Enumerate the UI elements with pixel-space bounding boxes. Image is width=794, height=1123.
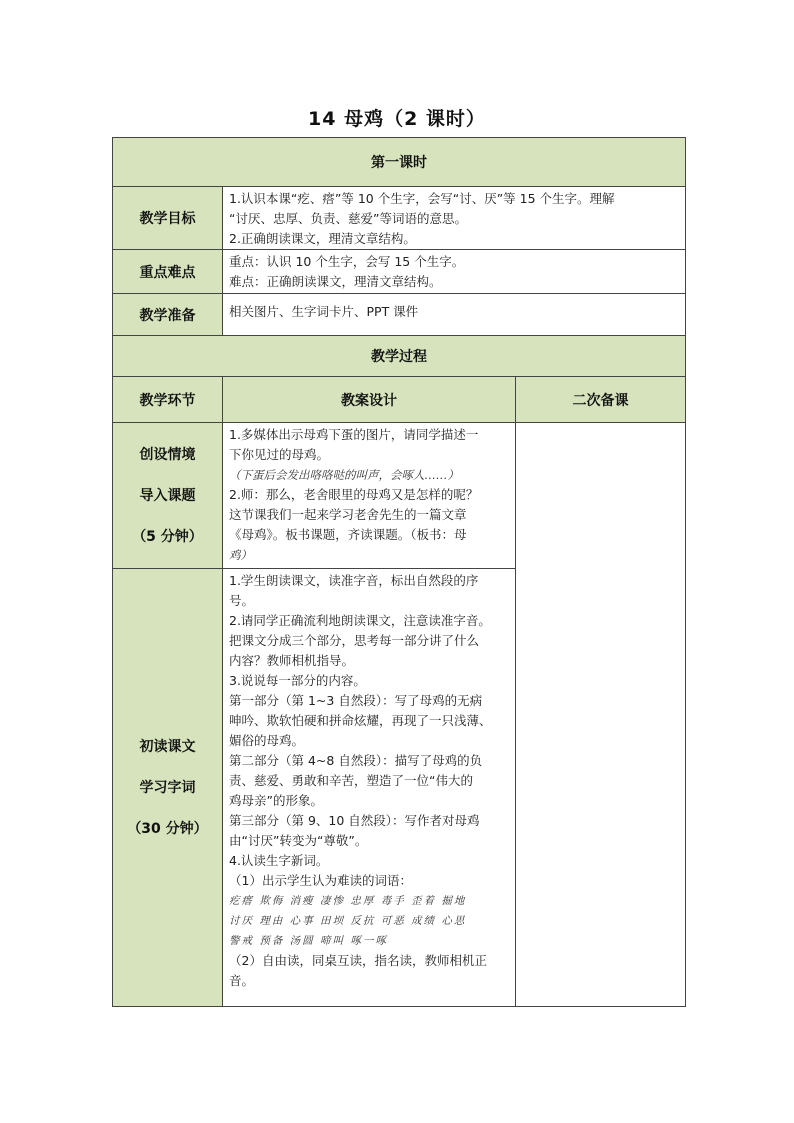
second-prep-cell [516, 423, 686, 1007]
stage2-line: （2）自由读，同桌互读，指名读，教师相机正 [229, 953, 487, 968]
stage1-line: 这节课我们一起来学习老舍先生的一篇文章 [229, 507, 467, 522]
key-line: 重点：认识 10 个生字，会写 15 个生字。 [229, 254, 465, 269]
goal-line: 2.正确朗读课文，理清文章结构。 [229, 231, 416, 246]
stage2-vocab-line: 疙瘩 欺侮 消瘦 凄惨 忠厚 毒手 歪着 掘地 [229, 895, 467, 907]
stage1-line: 《母鸡》。板书课题，齐读课题。（板书：母 [229, 527, 467, 542]
stage2-line: 责、慈爱、勇敢和辛苦，塑造了一位“伟大的 [229, 773, 473, 788]
goal-line: “讨厌、忠厚、负责、慈爱”等词语的意思。 [229, 211, 467, 226]
stage1-content [223, 423, 516, 569]
stage2-line: 1.学生朗读课文，读准字音，标出自然段的序 [229, 573, 479, 588]
stage2-line: 媚俗的母鸡。 [229, 733, 305, 748]
stage1-line: 1.多媒体出示母鸡下蛋的图片，请同学描述一 [229, 427, 479, 442]
stage2-vocab-line: 讨厌 理由 心事 田坝 反抗 可恶 成绩 心思 [229, 915, 467, 927]
stage2-label-line: 学习字词 [139, 779, 196, 796]
header-stage: 教学环节 [113, 377, 223, 423]
stage1-label-line: （5 分钟） [132, 528, 203, 545]
stage1-line: 2.师：那么，老舍眼里的母鸡又是怎样的呢？ [229, 487, 479, 502]
stage2-label [113, 569, 223, 1007]
stage1-line: 下你见过的母鸡。 [229, 447, 330, 462]
prep-content: 相关图片、生字词卡片、PPT 课件 [223, 294, 686, 336]
stage2-line: 音。 [229, 973, 255, 988]
header-design: 教案设计 [223, 377, 516, 423]
stage2-line: 3.说说每一部分的内容。 [229, 673, 366, 688]
goal-content [223, 187, 686, 250]
goal-line: 1.认识本课“疙、瘩”等 10 个生字，会写“讨、厌”等 15 个生字。理解 [229, 191, 615, 206]
stage2-label-line: 初读课文 [139, 738, 196, 755]
stage1-label [113, 423, 223, 569]
stage2-line: 呻吟、欺软怕硬和拼命炫耀，再现了一只浅薄、 [229, 713, 492, 728]
stage2-line: 2.请同学正确流利地朗读课文，注意读准字音。 [229, 613, 491, 628]
stage2-line: 由“讨厌”转变为“尊敬”。 [229, 833, 368, 848]
key-points-label: 重点难点 [113, 250, 223, 294]
stage2-line: 第二部分（第 4~8 自然段）：描写了母鸡的负 [229, 753, 483, 768]
section-first-lesson: 第一课时 [113, 138, 686, 187]
lesson-plan-table [112, 137, 686, 1007]
stage2-line: （1）出示学生认为难读的词语： [229, 873, 412, 888]
prep-label: 教学准备 [113, 294, 223, 336]
header-second-prep: 二次备课 [516, 377, 686, 423]
stage2-line: 内容？教师相机指导。 [229, 653, 355, 668]
key-line: 难点：正确朗读课文，理清文章结构。 [229, 274, 442, 289]
goal-label: 教学目标 [113, 187, 223, 250]
stage2-vocab-line: 警戒 预备 汤圆 啼叫 啄一啄 [229, 935, 388, 947]
stage2-line: 4.认读生字新词。 [229, 853, 329, 868]
stage2-line: 鸡母亲”的形象。 [229, 793, 323, 808]
stage2-line: 第一部分（第 1~3 自然段）：写了母鸡的无病 [229, 693, 483, 708]
section-process: 教学过程 [113, 336, 686, 377]
key-points-content [223, 250, 686, 294]
stage1-line: 鸡） [229, 548, 252, 562]
stage2-line: 把课文分成三个部分，思考每一部分讲了什么 [229, 633, 480, 648]
stage2-line: 第三部分（第 9、10 自然段）：写作者对母鸡 [229, 813, 480, 828]
stage2-content [223, 569, 516, 1007]
stage2-label-line: （30 分钟） [127, 820, 208, 837]
stage1-line: （下蛋后会发出咯咯哒的叫声，会啄人……） [229, 468, 459, 482]
stage1-label-line: 导入课题 [139, 487, 196, 504]
stage1-label-line: 创设情境 [139, 446, 196, 463]
stage2-line: 号。 [229, 593, 255, 608]
page-title: 14 母鸡（2 课时） [308, 108, 486, 130]
